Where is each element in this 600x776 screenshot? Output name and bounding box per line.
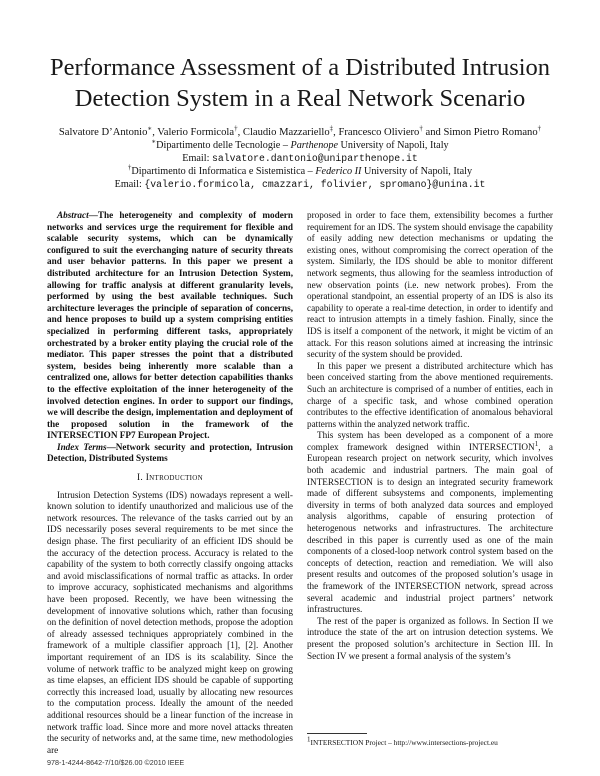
email-label: Email: <box>182 153 212 164</box>
paragraph-text: , a European research project on network security, which involves both academic and industrial partners. The main goal of INTERSECTION is to design an integrated security framework made of different subsystems and components, implementing diversity in terms of both analyzed data sources and employed analysis algorithms, capable of ensuring protection of heterogenous networks and infrastructures. The architecture described in this paper is currently used as one of the main components of a closed-loop network control system based on the concepts of detection, reaction and remediation. We will also present results and outcomes of the proposed solution’s usage in the framework of the INTERSECTION network, spread across several academic and industrial project partners’ network infrastructures. <box>307 441 554 615</box>
affiliation-mark: † <box>537 124 542 133</box>
email-label: Email: <box>114 179 145 190</box>
author-name: and Simon Pietro Romano <box>422 127 538 138</box>
paragraph-text: This system has been developed as a component of a more complex framework designed within INTERSECTION <box>307 430 553 452</box>
author-name: , Claudio Mazzariello <box>237 127 330 138</box>
affiliation-1 <box>20 137 580 152</box>
author-list <box>20 126 580 139</box>
affiliation-mark: ‡ <box>329 124 334 133</box>
abstract <box>47 210 293 442</box>
abstract-text: —The heterogeneity and complexity of modern networks and services urge the requirement for flexible and scalable security systems, which can be dynamically configured to suit the everchanging nature of security threats and user behavior patterns. In this paper we present a distributed architecture for an Intrusion Detection System, allowing for traffic analysis at different granularity levels, performed by using the best available techniques. Such architecture leverages the principle of separation of concerns, and hence proposes to build up a system comprising entities specialized in performing different tasks, appropriately orchestrated by a broker entity playing the crucial role of the mediator. This paper stresses the point that a distributed system, besides being inherently more scalable than a centralized one, allows for better detection capabilities thanks to the effective exploitation of the inner heterogeneity of the involved detection engines. In order to support our findings, we will describe the design, implementation and deployment of the proposed solution in the framework of the INTERSECTION FP7 European Project. <box>47 210 293 441</box>
affiliation-text: University of Napoli, Italy <box>338 140 449 151</box>
right-column <box>307 210 553 662</box>
affiliation-text: Dipartimento di Informatica e Sistemistica – <box>131 166 316 177</box>
author-name: , Valerio Formicola <box>152 127 235 138</box>
body-paragraph: In this paper we present a distributed architecture which has been conceived starting from the above mentioned requirements. Such an architecture is comprised of a number of entities, each in charge of a specific task, and whose combined operation contributes to the effective identification of anomalous behavioral patterns within the analyzed network traffic. <box>307 360 553 429</box>
footnote-mark: 1 <box>307 735 311 744</box>
paper-title <box>30 52 570 114</box>
affiliation-2 <box>20 163 580 178</box>
title-line-1: Performance Assessment of a Distributed Intrusion <box>49 54 551 81</box>
affiliation-mark: † <box>127 163 132 172</box>
affiliation-2-email <box>20 179 580 191</box>
university-name: Federico II <box>315 166 362 177</box>
title-line-2: Detection System in a Real Network Scenario <box>74 85 526 112</box>
footnote <box>307 735 553 747</box>
affiliation-mark: ∗ <box>147 124 153 133</box>
email-address: salvatore.dantonio@uniparthenope.it <box>211 153 418 164</box>
body-paragraph: Intrusion Detection Systems (IDS) nowadays represent a well-known solution to identify unauthorized and malicious use of the network resources. The relevance of the tasks carried out by an IDS necessarily poses several requirements to be met since the design phase. The first peculiarity of an efficient IDS should be the accuracy of the detection process. Accuracy is related to the capability of the system to both correctly classify ongoing attacks and avoid misclassifications of normal traffic as attacks. In order to improve accuracy, sophisticated mechanisms and algorithms have been proposed. Recently, we have been witnessing the development of innovative solutions which, rather than focusing on the definition of novel detection methods, propose the adoption of already assessed techniques appropriately combined in the framework of a multiple classifier approach [1], [2]. Another important requirement of an IDS is its scalability. Since the volume of network traffic to be analyzed might keep on growing as time elapses, an efficient IDS should be capable of supporting correctly this increased load, usually by allocating new resources to the computation process. Ideally the amount of the needed additional resources should be a linear function of the increase in network traffic load. Since more and more novel attacks threaten the security of networks and, at the same time, new methodologies are <box>47 489 293 755</box>
copyright-footer: 978-1-4244-8642-7/10/$26.00 ©2010 IEEE <box>47 758 185 767</box>
author-name: , Francesco Oliviero <box>333 127 420 138</box>
university-name: Parthenope <box>290 140 338 151</box>
affiliation-text: Dipartimento delle Tecnologie – <box>156 140 291 151</box>
body-paragraph: The rest of the paper is organized as follows. In Section II we introduce the state of the art on intrusion detection systems. We present the proposed solution’s architecture in Section III. In Section IV we present a formal analysis of the system’s <box>307 615 553 661</box>
footnote-mark: 1 <box>534 439 539 448</box>
affiliation-mark: † <box>419 124 423 133</box>
body-paragraph <box>307 430 553 616</box>
index-terms-text: —Network security and protection, Intrusion Detection, Distributed Systems <box>47 441 293 464</box>
body-paragraph: proposed in order to face them, extensibility becomes a further requirement for an IDS. The system should envisage the capability of easily adding new detection mechanisms or updating the existing ones, without compromising the correct operation of the system. Similarly, the IDS should be able to monitor different network segments, thus allowing for the seamless introduction of new observation points (i.e. new network probes). From the operational standpoint, an essential property of an IDS is also its capability to operate a real-time detection, in order to identify and react to intrusion attempts in a timely fashion. Finally, since the IDS is itself a component of the network, it might be victim of an attack. For this reason solutions aimed at increasing the intrinsic security of the system should be provided. <box>307 210 553 360</box>
index-terms-label: Index Terms <box>57 441 107 452</box>
affiliation-1-email <box>20 153 580 165</box>
section-title: Introduction <box>145 473 203 484</box>
footnote-text: INTERSECTION Project – http://www.intersections-project.eu <box>310 738 498 747</box>
footnote-divider <box>307 733 367 734</box>
email-address: {valerio.formicola, cmazzari, folivier, spromano}@unina.it <box>144 179 486 190</box>
section-numeral: I. <box>137 473 146 484</box>
section-heading <box>47 473 293 485</box>
affiliation-text: University of Napoli, Italy <box>361 166 473 177</box>
affiliation-mark: ∗ <box>151 137 157 146</box>
affiliation-mark: † <box>234 124 238 133</box>
left-column <box>47 210 293 756</box>
author-name: Salvatore D’Antonio <box>58 127 148 138</box>
index-terms <box>47 442 293 465</box>
abstract-label: Abstract <box>57 210 89 220</box>
